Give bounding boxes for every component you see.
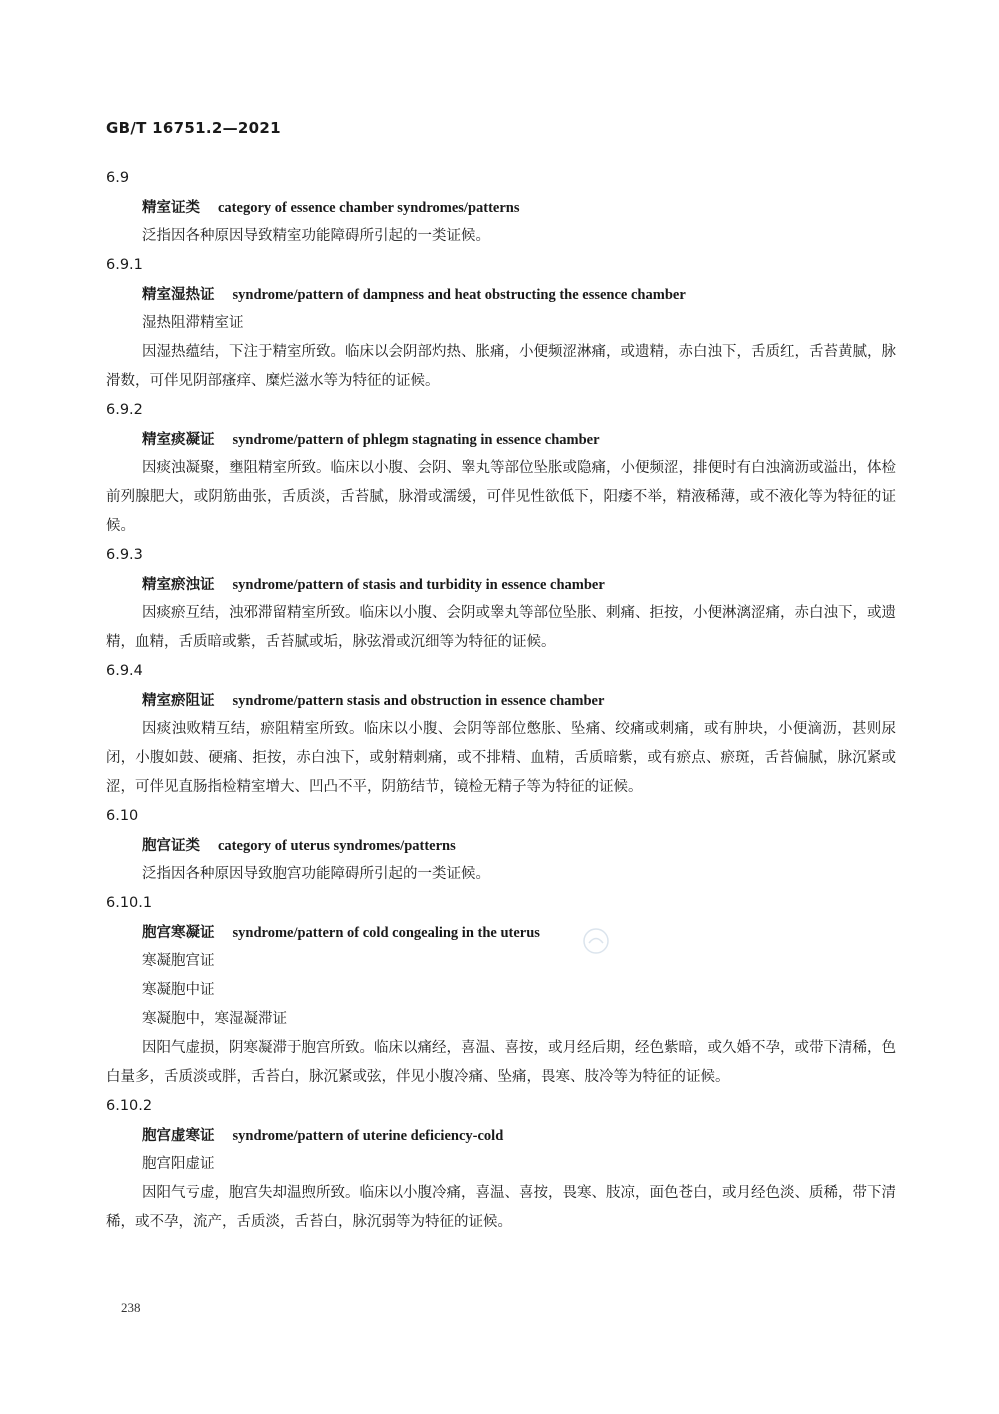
entry-number: 6.9.1 xyxy=(106,257,143,273)
term-synonym: 胞宫阳虚证 xyxy=(142,1156,215,1172)
entry-number: 6.10 xyxy=(106,808,139,824)
standard-number: GB/T 16751.2—2021 xyxy=(106,119,281,137)
term-english: syndrome/pattern of uterine deficiency-cold xyxy=(232,1128,504,1144)
term-chinese: 精室痰凝证 xyxy=(142,431,215,448)
entry-definition: 因阳气亏虚，胞宫失却温煦所致。临床以小腹冷痛，喜温、喜按，畏寒、肢凉，面色苍白，或月经色淡、质稀，带下清稀，或不孕，流产，舌质淡，舌苔白，脉沉弱等为特征的证候。 xyxy=(106,1185,896,1230)
entry-definition: 因阳气虚损，阴寒凝滞于胞宫所致。临床以痛经，喜温、喜按，或月经后期，经色紫暗，或久婚不孕，或带下清稀，色白量多，舌质淡或胖，舌苔白，脉沉紧或弦，伴见小腹冷痛、坠痛，畏寒、肢冷等为特征的证候。 xyxy=(106,1040,896,1085)
term-synonym: 湿热阻滞精室证 xyxy=(142,315,244,331)
entry-term xyxy=(106,831,896,860)
term-english: syndrome/pattern of phlegm stagnating in essence chamber xyxy=(232,432,600,448)
page-number: 238 xyxy=(121,1300,141,1315)
entry-number: 6.10.2 xyxy=(106,1098,153,1114)
entry-term xyxy=(106,570,896,599)
term-synonym: 寒凝胞宫证 xyxy=(142,953,215,969)
entry-term xyxy=(106,686,896,715)
watermark-logo-icon xyxy=(583,928,609,954)
entry-term xyxy=(106,425,896,454)
term-chinese: 精室瘀阻证 xyxy=(142,692,215,709)
term-english: syndrome/pattern stasis and obstruction in essence chamber xyxy=(232,693,605,709)
entry xyxy=(106,889,896,1092)
entry xyxy=(106,164,896,251)
entry xyxy=(106,396,896,541)
entry xyxy=(106,802,896,889)
entry-definition: 泛指因各种原因导致精室功能障碍所引起的一类证候。 xyxy=(142,228,490,244)
entry-definition: 因痰浊凝聚，壅阻精室所致。临床以小腹、会阴、睾丸等部位坠胀或隐痛，小便频涩，排便时有白浊滴沥或溢出，体检前列腺肥大，或阴筋曲张，舌质淡，舌苔腻，脉滑或濡缓，可伴见性欲低下，阳痿不举，精液稀薄，或不液化等为特征的证候。 xyxy=(106,460,896,534)
entry xyxy=(106,251,896,396)
term-chinese: 胞宫寒凝证 xyxy=(142,924,215,941)
term-chinese: 精室湿热证 xyxy=(142,286,215,303)
term-english: syndrome/pattern of cold congealing in the uterus xyxy=(232,925,540,941)
term-synonym: 寒凝胞中证 xyxy=(142,982,215,998)
entries-container xyxy=(106,164,896,1237)
term-chinese: 胞宫证类 xyxy=(142,837,200,854)
term-english: syndrome/pattern of dampness and heat obstructing the essence chamber xyxy=(232,287,686,303)
term-chinese: 精室瘀浊证 xyxy=(142,576,215,593)
entry-number: 6.9.3 xyxy=(106,547,143,563)
entry xyxy=(106,1092,896,1237)
term-english: category of essence chamber syndromes/patterns xyxy=(218,200,520,216)
entry-term xyxy=(106,193,896,222)
entry-definition: 因痰瘀互结，浊邪滞留精室所致。临床以小腹、会阴或睾丸等部位坠胀、刺痛、拒按，小便淋漓涩痛，赤白浊下，或遗精，血精，舌质暗或紫，舌苔腻或垢，脉弦滑或沉细等为特征的证候。 xyxy=(106,605,896,650)
entry-number: 6.9.2 xyxy=(106,402,143,418)
entry-definition: 泛指因各种原因导致胞宫功能障碍所引起的一类证候。 xyxy=(142,866,490,882)
entry-number: 6.9.4 xyxy=(106,663,143,679)
term-english: category of uterus syndromes/patterns xyxy=(218,838,456,854)
entry-definition: 因湿热蕴结，下注于精室所致。临床以会阴部灼热、胀痛，小便频涩淋痛，或遗精，赤白浊下，舌质红，舌苔黄腻，脉滑数，可伴见阴部瘙痒、糜烂滋水等为特征的证候。 xyxy=(106,344,896,389)
term-english: syndrome/pattern of stasis and turbidity in essence chamber xyxy=(232,577,605,593)
entry xyxy=(106,541,896,657)
entry-definition: 因痰浊败精互结，瘀阻精室所致。临床以小腹、会阴等部位憋胀、坠痛、绞痛或刺痛，或有肿块，小便滴沥，甚则尿闭，小腹如鼓、硬痛、拒按，赤白浊下，或射精刺痛，或不排精、血精，舌质暗紫，或有瘀点、瘀斑，舌苔偏腻，脉沉紧或涩，可伴见直肠指检精室增大、凹凸不平，阴筋结节，镜检无精子等为特征的证候。 xyxy=(106,721,896,795)
term-chinese: 胞宫虚寒证 xyxy=(142,1127,215,1144)
term-synonym: 寒凝胞中，寒湿凝滞证 xyxy=(142,1011,287,1027)
entry-term xyxy=(106,918,896,947)
entry-number: 6.9 xyxy=(106,170,130,186)
entry-number: 6.10.1 xyxy=(106,895,153,911)
entry xyxy=(106,657,896,802)
entry-term xyxy=(106,280,896,309)
entry-term xyxy=(106,1121,896,1150)
term-chinese: 精室证类 xyxy=(142,199,200,216)
